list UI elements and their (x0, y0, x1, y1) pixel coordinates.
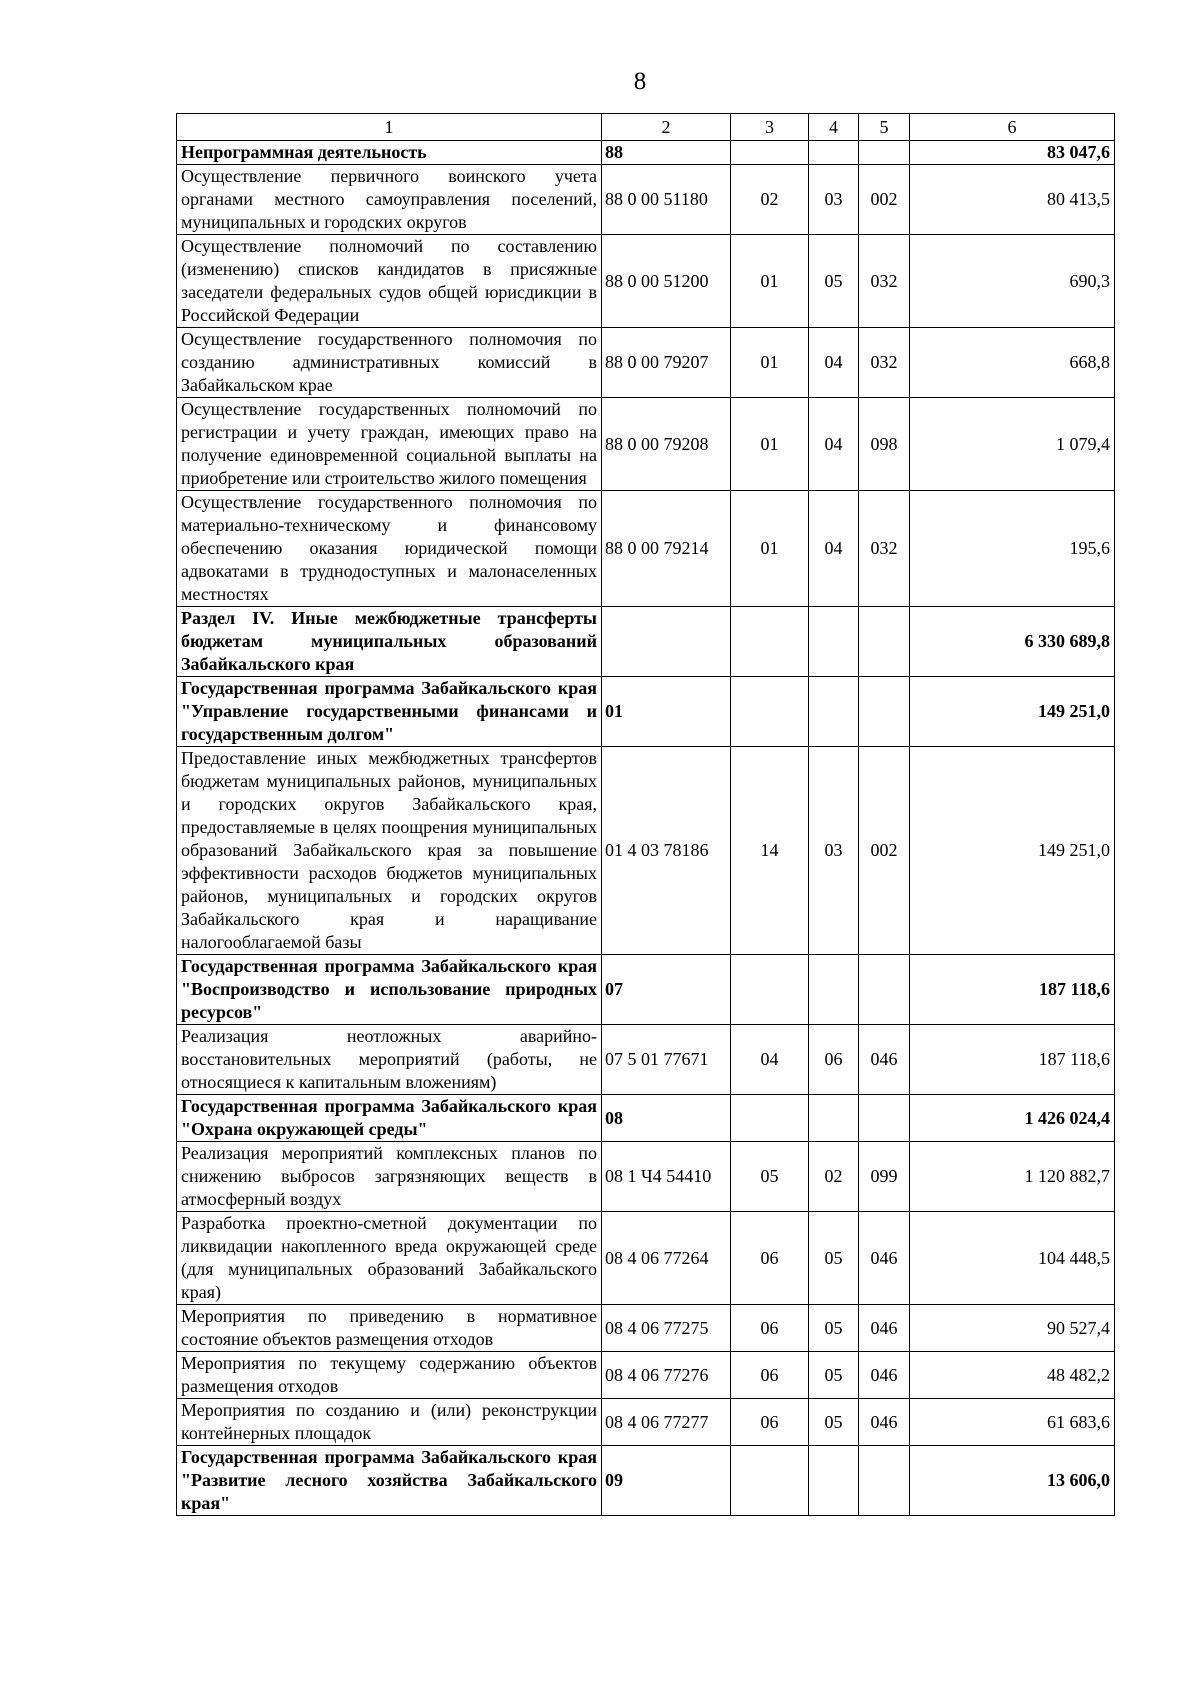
table-header-row (177, 114, 1115, 141)
row-column-3-cell: 06 (731, 1352, 809, 1399)
row-amount-cell: 90 527,4 (910, 1305, 1115, 1352)
row-column-3-cell: 02 (731, 165, 809, 235)
row-name-cell: Мероприятия по созданию и (или) реконструкции контейнерных площадок (177, 1399, 602, 1446)
row-column-3-cell: 01 (731, 328, 809, 398)
table-row (177, 955, 1115, 1025)
row-amount-cell: 83 047,6 (910, 141, 1115, 165)
row-name-cell: Осуществление полномочий по составлению (изменению) списков кандидатов в присяжные заседатели федеральных судов общей юрисдикции в Российской Федерации (177, 235, 602, 328)
row-code-cell: 01 4 03 78186 (602, 747, 731, 955)
row-column-4-cell: 05 (809, 235, 859, 328)
row-column-5-cell: 046 (859, 1399, 910, 1446)
row-column-5-cell (859, 607, 910, 677)
row-name-cell: Разработка проектно-сметной документации по ликвидации накопленного вреда окружающей среде (для муниципальных образований Забайкальского края) (177, 1212, 602, 1305)
row-name-cell: Государственная программа Забайкальского края "Развитие лесного хозяйства Забайкальского края" (177, 1446, 602, 1516)
table-row (177, 677, 1115, 747)
table-row (177, 1399, 1115, 1446)
row-column-3-cell (731, 1446, 809, 1516)
row-column-5-cell: 046 (859, 1212, 910, 1305)
row-column-5-cell (859, 955, 910, 1025)
row-amount-cell: 104 448,5 (910, 1212, 1115, 1305)
row-name-cell: Осуществление государственного полномочия по созданию административных комиссий в Забайкальском крае (177, 328, 602, 398)
row-amount-cell: 149 251,0 (910, 747, 1115, 955)
column-header: 4 (809, 114, 859, 141)
row-column-4-cell: 04 (809, 491, 859, 607)
row-amount-cell: 61 683,6 (910, 1399, 1115, 1446)
row-amount-cell: 1 426 024,4 (910, 1095, 1115, 1142)
row-name-cell: Мероприятия по текущему содержанию объектов размещения отходов (177, 1352, 602, 1399)
row-code-cell: 88 0 00 51200 (602, 235, 731, 328)
row-name-cell: Реализация неотложных аварийно-восстановительных мероприятий (работы, не относящиеся к капитальным вложениям) (177, 1025, 602, 1095)
row-column-4-cell: 06 (809, 1025, 859, 1095)
row-name-cell: Предоставление иных межбюджетных трансфертов бюджетам муниципальных районов, муниципальных и городских округов Забайкальского края, предоставляемые в целях поощрения муниципальных образований Забайкальского края за повышение эффективности расходов бюджетов муниципальных районов, муниципальных и городских округов Забайкальского края и наращивание налогооблагаемой базы (177, 747, 602, 955)
row-column-5-cell: 046 (859, 1305, 910, 1352)
page-number: 8 (633, 68, 647, 95)
column-header: 5 (859, 114, 910, 141)
table-row (177, 607, 1115, 677)
row-name-cell: Государственная программа Забайкальского края "Охрана окружающей среды" (177, 1095, 602, 1142)
row-column-3-cell (731, 955, 809, 1025)
row-column-4-cell: 05 (809, 1399, 859, 1446)
row-code-cell: 08 4 06 77277 (602, 1399, 731, 1446)
row-amount-cell: 195,6 (910, 491, 1115, 607)
row-name-cell: Непрограммная деятельность (177, 141, 602, 165)
row-name-cell: Раздел IV. Иные межбюджетные трансферты бюджетам муниципальных образований Забайкальского края (177, 607, 602, 677)
table-row (177, 1095, 1115, 1142)
row-column-3-cell (731, 607, 809, 677)
row-code-cell: 88 0 00 79214 (602, 491, 731, 607)
table-row (177, 141, 1115, 165)
row-column-5-cell: 002 (859, 165, 910, 235)
row-column-3-cell (731, 141, 809, 165)
row-name-cell: Мероприятия по приведению в нормативное состояние объектов размещения отходов (177, 1305, 602, 1352)
row-column-4-cell: 05 (809, 1305, 859, 1352)
row-column-5-cell: 032 (859, 235, 910, 328)
row-column-3-cell: 06 (731, 1212, 809, 1305)
row-name-cell: Осуществление первичного воинского учета органами местного самоуправления поселений, муниципальных и городских округов (177, 165, 602, 235)
row-code-cell: 08 4 06 77264 (602, 1212, 731, 1305)
row-column-4-cell: 03 (809, 747, 859, 955)
row-code-cell: 08 4 06 77275 (602, 1305, 731, 1352)
budget-table (176, 113, 1115, 1516)
column-header: 6 (910, 114, 1115, 141)
column-header: 1 (177, 114, 602, 141)
row-amount-cell: 187 118,6 (910, 955, 1115, 1025)
row-code-cell (602, 607, 731, 677)
column-header: 3 (731, 114, 809, 141)
row-column-5-cell: 046 (859, 1025, 910, 1095)
row-column-3-cell: 04 (731, 1025, 809, 1095)
table-row (177, 235, 1115, 328)
row-column-3-cell: 06 (731, 1399, 809, 1446)
row-amount-cell: 6 330 689,8 (910, 607, 1115, 677)
table-row (177, 1212, 1115, 1305)
row-column-5-cell (859, 677, 910, 747)
row-column-4-cell: 05 (809, 1212, 859, 1305)
row-amount-cell: 13 606,0 (910, 1446, 1115, 1516)
row-column-4-cell (809, 607, 859, 677)
table-row (177, 328, 1115, 398)
row-column-5-cell: 002 (859, 747, 910, 955)
row-code-cell: 08 (602, 1095, 731, 1142)
row-column-4-cell (809, 1446, 859, 1516)
row-code-cell: 88 0 00 51180 (602, 165, 731, 235)
row-amount-cell: 187 118,6 (910, 1025, 1115, 1095)
table-row (177, 491, 1115, 607)
row-code-cell: 88 (602, 141, 731, 165)
row-column-3-cell: 01 (731, 398, 809, 491)
table-row (177, 165, 1115, 235)
row-code-cell: 88 0 00 79207 (602, 328, 731, 398)
row-name-cell: Государственная программа Забайкальского края "Управление государственными финансами и государственным долгом" (177, 677, 602, 747)
row-column-5-cell: 032 (859, 491, 910, 607)
row-code-cell: 01 (602, 677, 731, 747)
table-row (177, 1142, 1115, 1212)
column-header: 2 (602, 114, 731, 141)
row-column-3-cell: 06 (731, 1305, 809, 1352)
row-name-cell: Осуществление государственных полномочий по регистрации и учету граждан, имеющих право на получение единовременной социальной выплаты на приобретение или строительство жилого помещения (177, 398, 602, 491)
row-code-cell: 88 0 00 79208 (602, 398, 731, 491)
row-column-4-cell: 04 (809, 398, 859, 491)
row-column-4-cell: 04 (809, 328, 859, 398)
row-column-4-cell (809, 1095, 859, 1142)
row-column-3-cell: 05 (731, 1142, 809, 1212)
row-column-3-cell: 14 (731, 747, 809, 955)
row-name-cell: Государственная программа Забайкальского края "Воспроизводство и использование природных ресурсов" (177, 955, 602, 1025)
row-amount-cell: 1 120 882,7 (910, 1142, 1115, 1212)
row-amount-cell: 80 413,5 (910, 165, 1115, 235)
row-code-cell: 07 (602, 955, 731, 1025)
row-code-cell: 08 4 06 77276 (602, 1352, 731, 1399)
row-column-3-cell: 01 (731, 235, 809, 328)
row-column-4-cell (809, 955, 859, 1025)
row-column-5-cell: 032 (859, 328, 910, 398)
row-name-cell: Реализация мероприятий комплексных планов по снижению выбросов загрязняющих веществ в атмосферный воздух (177, 1142, 602, 1212)
table-row (177, 1352, 1115, 1399)
row-column-4-cell (809, 677, 859, 747)
row-amount-cell: 1 079,4 (910, 398, 1115, 491)
table-row (177, 747, 1115, 955)
table-row (177, 1305, 1115, 1352)
row-column-5-cell: 098 (859, 398, 910, 491)
row-column-5-cell (859, 141, 910, 165)
row-column-3-cell: 01 (731, 491, 809, 607)
row-column-4-cell: 02 (809, 1142, 859, 1212)
row-column-4-cell (809, 141, 859, 165)
table-row (177, 1025, 1115, 1095)
row-column-3-cell (731, 677, 809, 747)
row-amount-cell: 668,8 (910, 328, 1115, 398)
table-row (177, 1446, 1115, 1516)
row-amount-cell: 149 251,0 (910, 677, 1115, 747)
row-column-5-cell: 046 (859, 1352, 910, 1399)
row-amount-cell: 48 482,2 (910, 1352, 1115, 1399)
row-name-cell: Осуществление государственного полномочия по материально-техническому и финансовому обеспечению оказания юридической помощи адвокатами в труднодоступных и малонаселенных местностях (177, 491, 602, 607)
row-column-3-cell (731, 1095, 809, 1142)
row-amount-cell: 690,3 (910, 235, 1115, 328)
row-code-cell: 07 5 01 77671 (602, 1025, 731, 1095)
row-column-4-cell: 05 (809, 1352, 859, 1399)
row-column-4-cell: 03 (809, 165, 859, 235)
row-column-5-cell: 099 (859, 1142, 910, 1212)
row-code-cell: 08 1 Ч4 54410 (602, 1142, 731, 1212)
table-row (177, 398, 1115, 491)
row-column-5-cell (859, 1095, 910, 1142)
row-code-cell: 09 (602, 1446, 731, 1516)
row-column-5-cell (859, 1446, 910, 1516)
